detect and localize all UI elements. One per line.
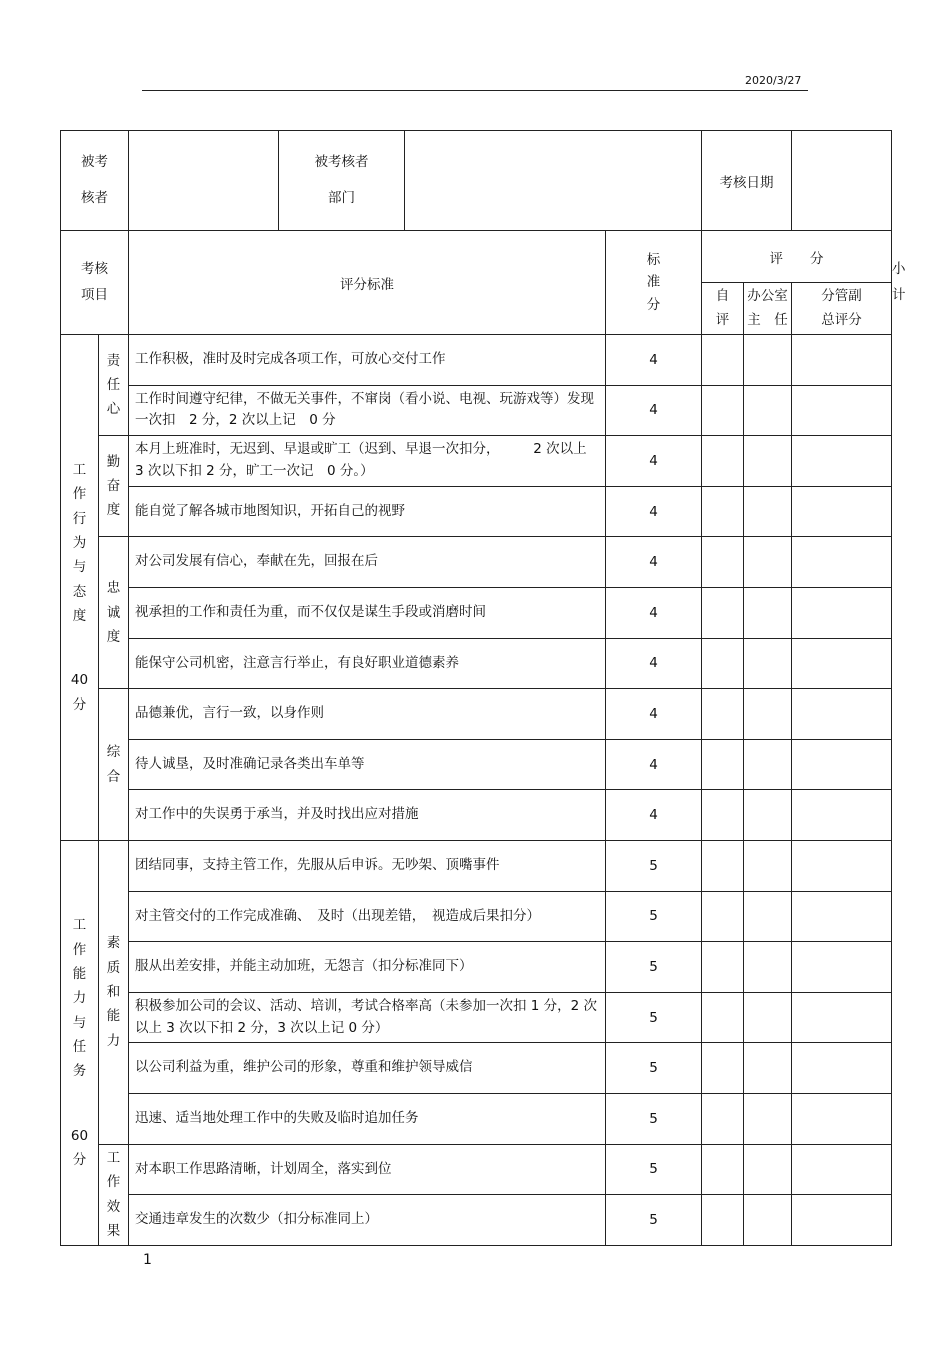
self-score-field[interactable] <box>702 891 744 942</box>
office-score-field[interactable] <box>744 739 792 790</box>
dept-name-field[interactable] <box>405 131 702 231</box>
header-rule <box>142 90 808 91</box>
self-score-field[interactable] <box>702 790 744 841</box>
section-title-char: 工 <box>72 462 87 479</box>
self-score-field[interactable] <box>702 1093 744 1144</box>
section-title <box>61 458 98 717</box>
header-office-line: 办公室 <box>747 287 788 304</box>
vice-score-field[interactable] <box>792 385 892 436</box>
vice-score-field[interactable] <box>792 1043 892 1094</box>
criteria-row <box>61 385 892 436</box>
group-name-char: 质 <box>106 959 121 976</box>
vice-score-field[interactable] <box>792 689 892 740</box>
group-name-char: 工 <box>106 1150 121 1166</box>
header-vice-line: 总评分 <box>821 311 862 328</box>
page-number: 1 <box>143 1252 152 1268</box>
group-name-cell <box>99 335 129 436</box>
header-item <box>61 257 128 308</box>
vice-score-field[interactable] <box>792 1093 892 1144</box>
header-standard-line: 分 <box>646 296 661 313</box>
header-self-cell <box>702 283 744 335</box>
criteria-text: 交通违章发生的次数少（扣分标准同上） <box>129 1195 606 1246</box>
self-score-field[interactable] <box>702 1043 744 1094</box>
group-name-char: 作 <box>106 1174 121 1191</box>
standard-score: 4 <box>606 335 702 386</box>
section-title-char: 为 <box>72 535 87 552</box>
criteria-text: 工作时间遵守纪律，不做无关事件，不窜岗（看小说、电视、玩游戏等）发现一次扣 2 分，2 次以上记 0 分 <box>129 385 606 436</box>
header-office-cell <box>744 283 792 335</box>
header-item-line: 考核 <box>81 260 108 277</box>
standard-score: 4 <box>606 486 702 537</box>
examinee-label-top: 被考 <box>81 154 108 171</box>
column-header-row: 考核 项目 评分标准 标 准 分 评 分 小 计 <box>61 231 892 283</box>
self-score-field[interactable] <box>702 537 744 588</box>
criteria-text: 迅速、适当地处理工作中的失败及临时追加任务 <box>129 1093 606 1144</box>
section-title-cell <box>61 335 99 841</box>
date-label-cell: 考核日期 <box>702 131 792 231</box>
office-score-field[interactable] <box>744 790 792 841</box>
criteria-row <box>61 335 892 386</box>
office-score-field[interactable] <box>744 891 792 942</box>
standard-score: 5 <box>606 1043 702 1094</box>
criteria-text: 能自觉了解各城市地图知识，开拓自己的视野 <box>129 486 606 537</box>
standard-score: 5 <box>606 992 702 1043</box>
criteria-row <box>61 638 892 689</box>
criteria-row <box>61 739 892 790</box>
vice-score-field[interactable] <box>792 739 892 790</box>
criteria-text: 能保守公司机密，注意言行举止，有良好职业道德素养 <box>129 638 606 689</box>
criteria-text: 服从出差安排，并能主动加班，无怨言（扣分标准同下） <box>129 942 606 993</box>
standard-score: 5 <box>606 1144 702 1195</box>
section-title <box>61 913 98 1172</box>
group-name <box>99 931 128 1052</box>
group-name-char: 度 <box>106 628 121 645</box>
criteria-text: 待人诚垦，及时准确记录各类出车单等 <box>129 739 606 790</box>
criteria-row <box>61 436 892 487</box>
group-name-char: 果 <box>106 1222 121 1239</box>
group-name <box>99 1146 128 1243</box>
group-name-char: 勤 <box>106 453 121 470</box>
standard-score: 5 <box>606 1195 702 1246</box>
group-name-char: 综 <box>106 744 121 761</box>
vice-score-field[interactable] <box>792 537 892 588</box>
vice-score-field[interactable] <box>792 638 892 689</box>
section-title-char: 务 <box>72 1063 87 1080</box>
header-vice-line: 分管副 <box>821 287 862 304</box>
group-name-char: 诚 <box>106 604 121 621</box>
criteria-row <box>61 537 892 588</box>
criteria-text: 对主管交付的工作完成准确、 及时（出现差错， 视造成后果扣分） <box>129 891 606 942</box>
group-name-char: 奋 <box>106 478 121 495</box>
criteria-text: 以公司利益为重，维护公司的形象，尊重和维护领导威信 <box>129 1043 606 1094</box>
self-score-field[interactable] <box>702 1144 744 1195</box>
group-name-cell <box>99 840 129 1144</box>
office-score-field[interactable] <box>744 486 792 537</box>
info-row <box>61 131 892 231</box>
criteria-text: 对本职工作思路清晰，计划周全，落实到位 <box>129 1144 606 1195</box>
dept-label-top: 被考核者 <box>314 154 369 171</box>
date-field[interactable] <box>792 131 892 231</box>
self-score-field[interactable] <box>702 638 744 689</box>
header-vice <box>792 285 891 332</box>
criteria-text: 品德兼优，言行一致，以身作则 <box>129 689 606 740</box>
group-name <box>99 349 128 422</box>
criteria-text: 团结同事，支持主管工作，先服从后申诉。无吵架、顶嘴事件 <box>129 840 606 891</box>
group-name-char: 合 <box>106 768 121 785</box>
group-name-char: 责 <box>106 352 121 369</box>
standard-score: 5 <box>606 840 702 891</box>
standard-score: 4 <box>606 537 702 588</box>
group-name-char: 忠 <box>106 580 121 597</box>
group-name-cell <box>99 537 129 689</box>
vice-score-field[interactable] <box>792 436 892 487</box>
header-standard-cell <box>606 231 702 335</box>
section-points-unit: 分 <box>72 696 87 713</box>
vice-score-field[interactable] <box>792 790 892 841</box>
section-title-char: 力 <box>72 990 87 1007</box>
group-name-char: 任 <box>106 376 121 393</box>
group-name <box>99 450 128 523</box>
self-score-field[interactable] <box>702 486 744 537</box>
section-points-unit: 分 <box>72 1151 87 1168</box>
group-name <box>99 740 128 789</box>
office-score-field[interactable] <box>744 587 792 638</box>
section-title-char: 度 <box>72 607 87 624</box>
header-date: 2020/3/27 <box>745 74 802 87</box>
header-self-line: 评 <box>715 311 730 328</box>
standard-score: 4 <box>606 587 702 638</box>
group-name-char: 力 <box>106 1032 121 1049</box>
standard-score: 4 <box>606 739 702 790</box>
criteria-text: 本月上班准时，无迟到、早退或旷工（迟到、早退一次扣分， 2 次以上 3 次以下扣 2 分，旷工一次记 0 分。） <box>129 436 606 487</box>
header-office <box>744 285 791 332</box>
section-title-char: 与 <box>72 1014 87 1031</box>
criteria-row <box>61 1195 892 1246</box>
group-name-cell <box>99 1144 129 1245</box>
office-score-field[interactable] <box>744 689 792 740</box>
self-score-field[interactable] <box>702 1195 744 1246</box>
criteria-text: 工作积极，准时及时完成各项工作，可放心交付工作 <box>129 335 606 386</box>
self-score-field[interactable] <box>702 992 744 1043</box>
section-points: 40 <box>70 672 89 689</box>
criteria-row <box>61 486 892 537</box>
office-score-field[interactable] <box>744 1093 792 1144</box>
vice-score-field[interactable] <box>792 840 892 891</box>
office-score-field[interactable] <box>744 638 792 689</box>
group-name <box>99 576 128 649</box>
criteria-row <box>61 1144 892 1195</box>
criteria-text: 视承担的工作和责任为重，而不仅仅是谋生手段或消磨时间 <box>129 587 606 638</box>
vice-score-field[interactable] <box>792 486 892 537</box>
header-item-line: 项目 <box>81 286 108 303</box>
criteria-row <box>61 1093 892 1144</box>
section-title-char: 工 <box>72 917 87 934</box>
examinee-label-cell <box>61 131 129 231</box>
section-title-cell <box>61 840 99 1245</box>
office-score-field[interactable] <box>744 942 792 993</box>
section-title-char: 态 <box>72 583 87 600</box>
self-score-field[interactable] <box>702 587 744 638</box>
self-score-field[interactable] <box>702 335 744 386</box>
vice-score-field[interactable] <box>792 942 892 993</box>
examinee-name-field[interactable] <box>129 131 279 231</box>
group-name-char: 素 <box>106 935 121 952</box>
group-name-char: 效 <box>106 1198 121 1215</box>
header-criteria-cell: 评分标准 <box>129 231 606 335</box>
criteria-row <box>61 689 892 740</box>
criteria-text: 积极参加公司的会议、活动、培训，考试合格率高（未参加一次扣 1 分，2 次以上 3 次以下扣 2 分，3 次以上记 0 分） <box>129 992 606 1043</box>
group-name-cell <box>99 689 129 841</box>
group-name-char: 心 <box>106 401 121 418</box>
vice-score-field[interactable] <box>792 891 892 942</box>
vice-score-field[interactable] <box>792 1195 892 1246</box>
office-score-field[interactable] <box>744 1144 792 1195</box>
self-score-field[interactable] <box>702 436 744 487</box>
criteria-row <box>61 891 892 942</box>
section-title-char: 任 <box>72 1038 87 1055</box>
header-standard-line: 准 <box>646 274 661 291</box>
standard-score: 5 <box>606 1093 702 1144</box>
header-office-line: 主 任 <box>747 311 788 328</box>
standard-score: 4 <box>606 790 702 841</box>
criteria-row <box>61 840 892 891</box>
standard-score: 4 <box>606 689 702 740</box>
assessment-table <box>60 130 906 1246</box>
office-score-field[interactable] <box>744 840 792 891</box>
section-title-char: 能 <box>72 966 87 983</box>
self-score-field[interactable] <box>702 739 744 790</box>
header-self-line: 自 <box>715 287 730 304</box>
standard-score: 4 <box>606 436 702 487</box>
criteria-row <box>61 942 892 993</box>
standard-score: 5 <box>606 942 702 993</box>
office-score-field[interactable] <box>744 537 792 588</box>
office-score-field[interactable] <box>744 1195 792 1246</box>
section-points: 60 <box>70 1127 89 1144</box>
criteria-row <box>61 790 892 841</box>
group-name-char: 能 <box>106 1008 121 1025</box>
standard-score: 4 <box>606 385 702 436</box>
self-score-field[interactable] <box>702 689 744 740</box>
criteria-row <box>61 1043 892 1094</box>
section-title-char: 作 <box>72 941 87 958</box>
section-title-char: 行 <box>72 510 87 527</box>
header-self <box>702 285 743 332</box>
vice-score-field[interactable] <box>792 1144 892 1195</box>
office-score-field[interactable] <box>744 335 792 386</box>
dept-label-cell <box>279 131 405 231</box>
criteria-row <box>61 992 892 1043</box>
group-name-char: 和 <box>106 984 121 1001</box>
vice-score-field[interactable] <box>792 992 892 1043</box>
standard-score: 5 <box>606 891 702 942</box>
office-score-field[interactable] <box>744 385 792 436</box>
header-standard-line: 标 <box>646 252 661 269</box>
section-title-char: 作 <box>72 486 87 503</box>
standard-score: 4 <box>606 638 702 689</box>
header-item-cell <box>61 231 129 335</box>
self-score-field[interactable] <box>702 840 744 891</box>
group-name-cell <box>99 436 129 537</box>
section-title-char: 与 <box>72 559 87 576</box>
office-score-field[interactable] <box>744 1043 792 1094</box>
criteria-text: 对公司发展有信心，奉献在先，回报在后 <box>129 537 606 588</box>
dept-label-bottom: 部门 <box>328 189 355 206</box>
self-score-field[interactable] <box>702 385 744 436</box>
examinee-label-bottom: 核者 <box>81 189 108 206</box>
vice-score-field[interactable] <box>792 335 892 386</box>
criteria-row <box>61 587 892 638</box>
header-score-group: 评 分 <box>702 231 892 283</box>
header-vice-cell <box>792 283 892 335</box>
self-score-field[interactable] <box>702 942 744 993</box>
office-score-field[interactable] <box>744 436 792 487</box>
vice-score-field[interactable] <box>792 587 892 638</box>
group-name-char: 度 <box>106 502 121 519</box>
criteria-text: 对工作中的失误勇于承当，并及时找出应对措施 <box>129 790 606 841</box>
header-standard <box>606 249 701 316</box>
office-score-field[interactable] <box>744 992 792 1043</box>
